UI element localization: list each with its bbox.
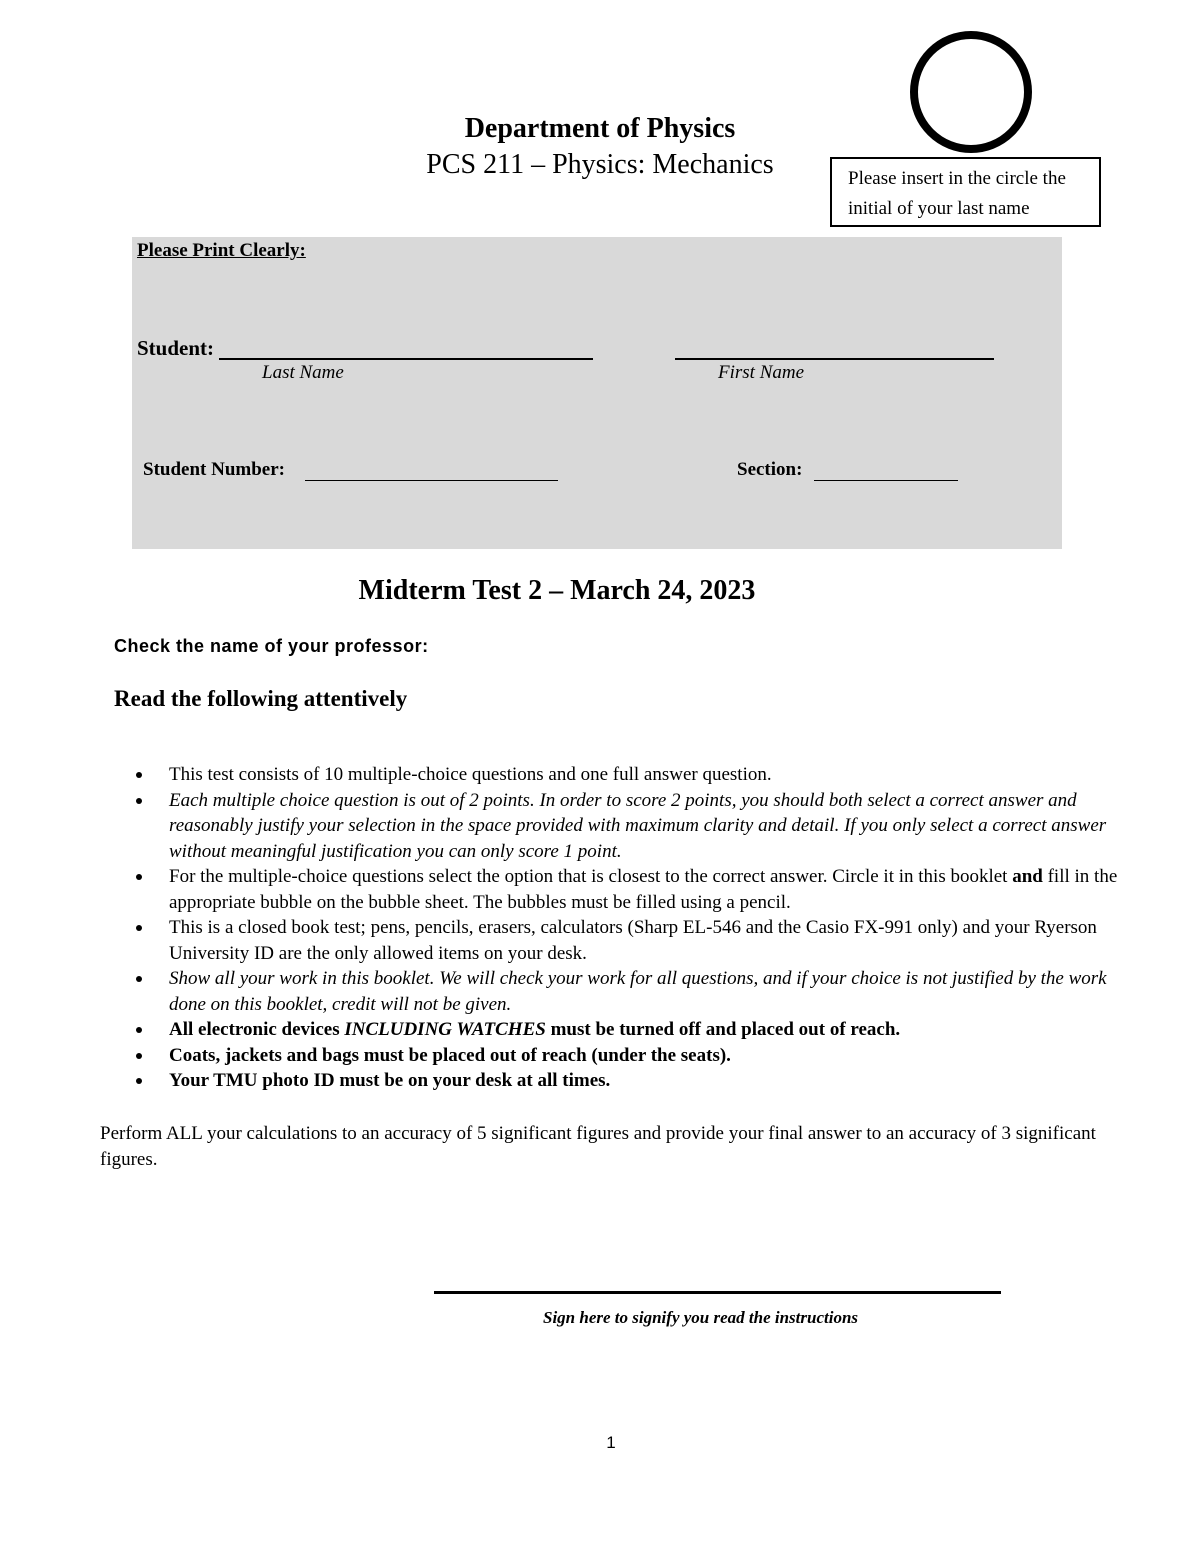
instruction-text: Each multiple choice question is out of 2 points. In order to score 2 points, you should both select a correct answer and reasonably justify your selection in the space provided with maximum clarity and detail. If you only select a correct answer without meaningful justification you can only score 1 point. (169, 789, 1107, 862)
instruction-text: For the multiple-choice questions select the option that is closest to the correct answer. Circle it in this booklet (169, 866, 1013, 887)
instruction-text: Your TMU photo ID must be on your desk at all times. (169, 1070, 611, 1091)
instruction-emphasis: INCLUDING WATCHES (344, 1019, 546, 1040)
instruction-text: fill in the appropriate bubble on the bubble sheet. The bubbles must be filled using a pencil. (169, 866, 1118, 913)
list-item (130, 1068, 1140, 1094)
student-number-label: Student Number: (143, 459, 285, 480)
last-name-field[interactable] (219, 358, 593, 360)
instructions-heading: Read the following attentively (114, 686, 408, 711)
list-item (130, 762, 1140, 788)
instruction-text: Coats, jackets and bags must be placed out of reach (under the seats). (169, 1044, 731, 1066)
instructions-list (130, 762, 1140, 1094)
list-item (130, 966, 1140, 1017)
student-info-panel (132, 237, 1062, 549)
first-name-label: First Name (718, 362, 805, 383)
section-field[interactable] (814, 480, 958, 481)
initial-instruction-text: Please insert in the circle the initial of your last name (848, 168, 1066, 219)
last-name-label: Last Name (262, 362, 344, 383)
first-name-field[interactable] (675, 358, 994, 360)
course-title: PCS 211 – Physics: Mechanics (426, 149, 774, 180)
department-title: Department of Physics (464, 113, 736, 144)
professor-prompt: Check the name of your professor: (114, 636, 429, 656)
list-item (130, 864, 1140, 915)
instruction-text: This test consists of 10 multiple-choice questions and one full answer question. (169, 764, 772, 785)
accuracy-note: Perform ALL your calculations to an accuracy of 5 significant figures and provide your final answer to an accuracy of 3 significant figures. (100, 1123, 1096, 1170)
page-number: 1 (606, 1433, 616, 1452)
test-title: Midterm Test 2 – March 24, 2023 (358, 575, 756, 606)
print-clearly-label: Please Print Clearly: (137, 240, 306, 261)
instruction-emphasis: and (1012, 866, 1043, 887)
student-number-field[interactable] (305, 480, 558, 481)
signature-label: Sign here to signify you read the instructions (543, 1308, 859, 1327)
list-item (130, 1043, 1140, 1069)
signature-field[interactable] (434, 1291, 1001, 1294)
instruction-text: All electronic devices (169, 1019, 345, 1040)
instruction-text: must be turned off and placed out of reach. (545, 1019, 901, 1040)
list-item (130, 915, 1140, 966)
instruction-text: This is a closed book test; pens, pencils, erasers, calculators (Sharp EL-546 and the Casio FX-991 only) and your Ryerson University ID are the only allowed items on your desk. (169, 917, 1097, 964)
instruction-text: Show all your work in this booklet. We will check your work for all questions, and if your choice is not justified by the work done on this booklet, credit will not be given. (169, 968, 1107, 1015)
list-item (130, 788, 1140, 865)
student-label: Student: (137, 336, 215, 360)
section-label: Section: (737, 459, 803, 480)
list-item (130, 1017, 1140, 1043)
